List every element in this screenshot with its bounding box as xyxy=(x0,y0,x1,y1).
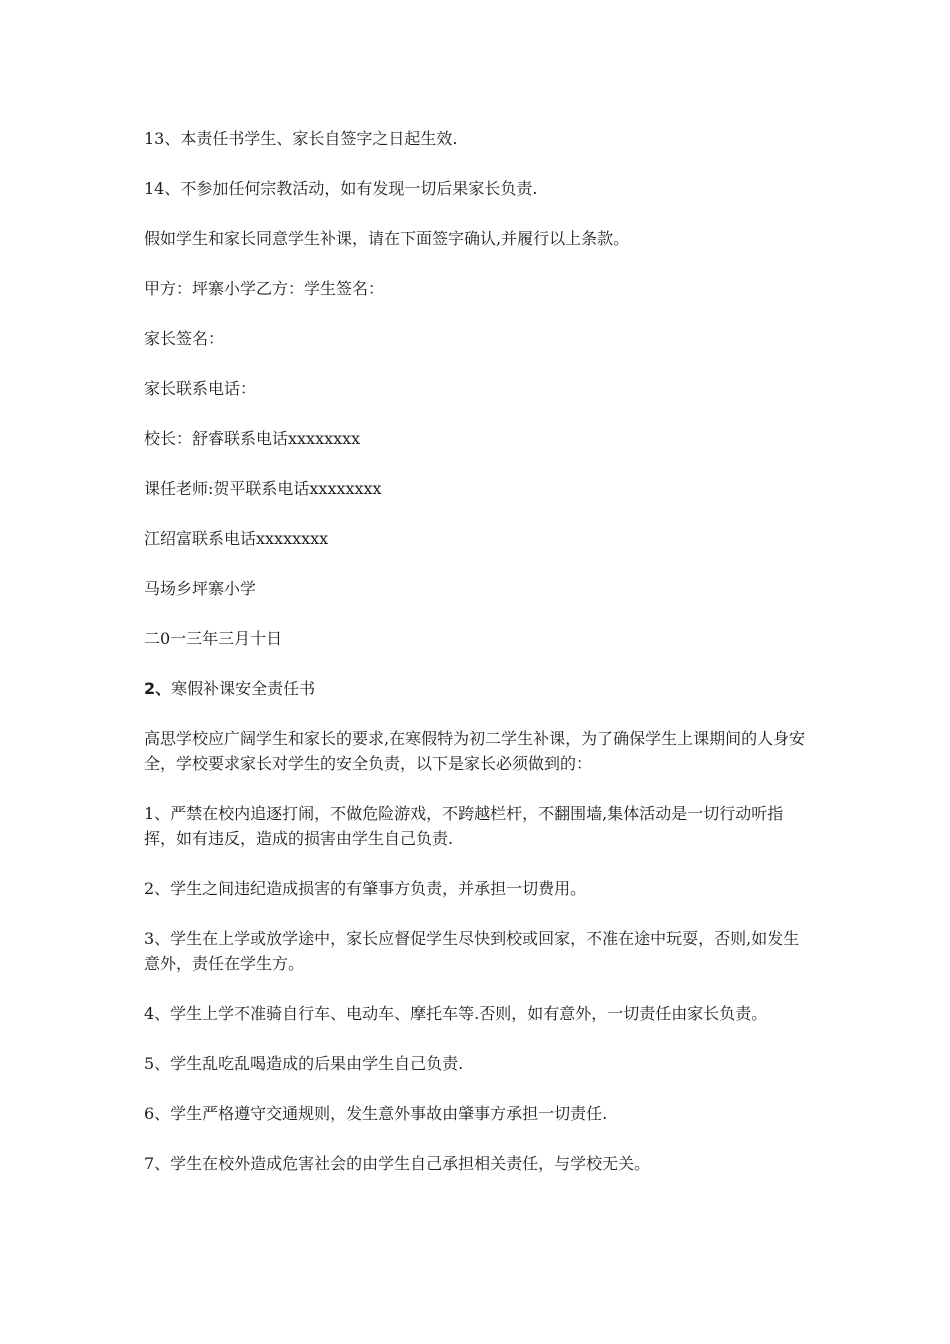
school-name-line: 马场乡坪寨小学 xyxy=(144,579,257,598)
section-2-intro: 高思学校应广阔学生和家长的要求,在寒假特为初二学生补课，为了确保学生上课期间的人身安全，学校要求家长对学生的安全负责，以下是家长必须做到的： xyxy=(144,729,806,773)
consent-statement: 假如学生和家长同意学生补课，请在下面签字确认,并履行以上条款。 xyxy=(144,229,630,248)
parent-signature-line: 家长签名： xyxy=(144,329,225,348)
staff-contact-line: 江绍富联系电话xxxxxxxx xyxy=(144,529,329,548)
section-2-item-7: 7、学生在校外造成危害社会的由学生自己承担相关责任，与学校无关。 xyxy=(144,1154,651,1173)
section-2-item-4: 4、学生上学不准骑自行车、电动车、摩托车等.否则，如有意外，一切责任由家长负责。 xyxy=(144,1004,768,1023)
party-line: 甲方：坪寨小学乙方：学生签名： xyxy=(144,279,385,298)
section-2-heading xyxy=(144,676,814,701)
section-2-item-1: 1、严禁在校内追逐打闹，不做危险游戏，不跨越栏杆，不翻围墙,集体活动是一切行动听指挥，如有违反，造成的损害由学生自己负责. xyxy=(144,804,784,848)
section-2-item-5: 5、学生乱吃乱喝造成的后果由学生自己负责. xyxy=(144,1054,464,1073)
section-2-number: 2、 xyxy=(144,679,172,698)
date-line: 二0一三年三月十日 xyxy=(144,629,283,648)
parent-phone-line: 家长联系电话： xyxy=(144,379,257,398)
principal-contact-line: 校长：舒睿联系电话xxxxxxxx xyxy=(144,429,361,448)
document-body xyxy=(144,126,814,1201)
teacher-contact-line: 课任老师:贺平联系电话xxxxxxxx xyxy=(144,479,382,498)
clause-13: 13、本责任书学生、家长自签字之日起生效. xyxy=(144,129,458,148)
section-2-item-6: 6、学生严格遵守交通规则，发生意外事故由肇事方承担一切责任. xyxy=(144,1104,608,1123)
section-2-title: 寒假补课安全责任书 xyxy=(171,679,316,698)
clause-14: 14、不参加任何宗教活动，如有发现一切后果家长负责. xyxy=(144,179,538,198)
section-2-item-3: 3、学生在上学或放学途中，家长应督促学生尽快到校或回家，不准在途中玩耍，否则,如发生意外，责任在学生方。 xyxy=(144,929,800,973)
section-2-item-2: 2、学生之间违纪造成损害的有肇事方负责，并承担一切费用。 xyxy=(144,879,587,898)
